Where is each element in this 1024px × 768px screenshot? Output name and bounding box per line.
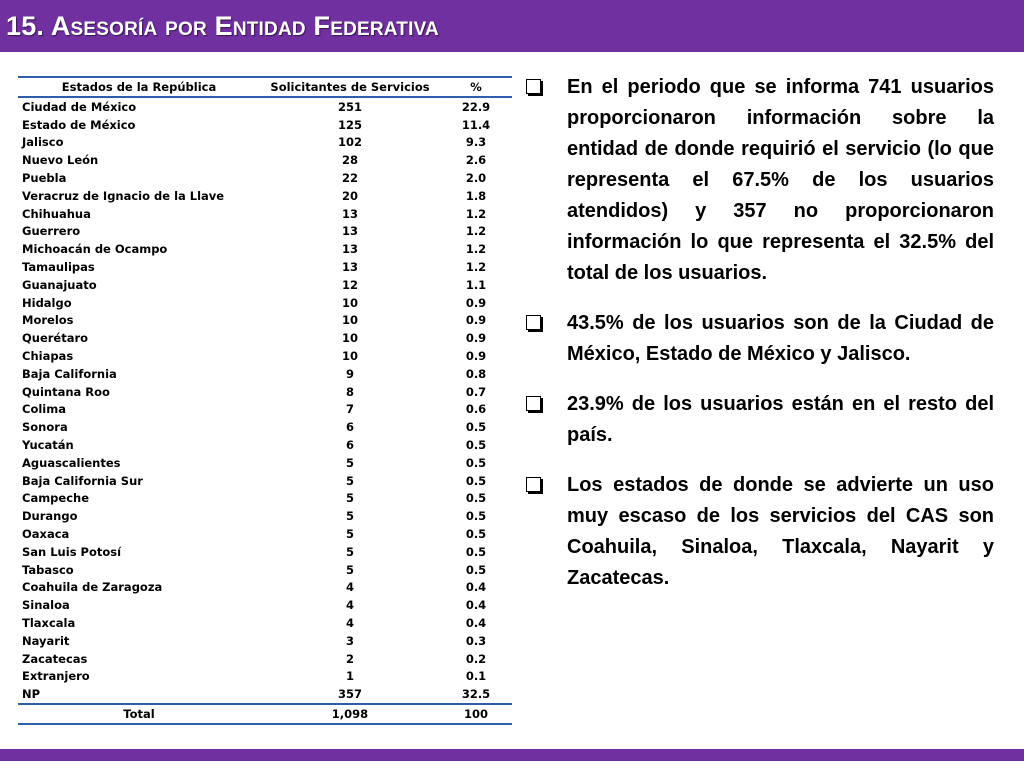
table-row xyxy=(18,543,512,561)
cell-count: 5 xyxy=(345,491,354,506)
cell-count: 5 xyxy=(345,473,354,488)
cell-pct: 9.3 xyxy=(465,135,487,150)
total-count: 1,098 xyxy=(260,704,440,724)
cell-state: Ciudad de México xyxy=(22,99,137,114)
header-percent: % xyxy=(440,77,512,97)
cell-pct: 0.5 xyxy=(465,527,487,542)
bullet-text: 43.5% de los usuarios son de la Ciudad de México, Estado de México y Jalisco. xyxy=(567,312,994,365)
cell-pct: 0.4 xyxy=(465,580,487,595)
table-row xyxy=(18,294,512,312)
cell-state: Chiapas xyxy=(22,349,74,364)
table-row xyxy=(18,97,512,116)
table-row xyxy=(18,579,512,597)
cell-state: Baja California Sur xyxy=(22,473,143,488)
table-body xyxy=(18,97,512,704)
cell-pct: 1.2 xyxy=(465,206,487,221)
cell-pct: 0.6 xyxy=(465,402,487,417)
cell-state: Coahuila de Zaragoza xyxy=(22,580,163,595)
cell-pct: 0.5 xyxy=(465,491,487,506)
table-row xyxy=(18,507,512,525)
cell-count: 20 xyxy=(341,188,358,203)
checkbox-bullet-icon xyxy=(526,79,541,94)
cell-pct: 0.5 xyxy=(465,438,487,453)
cell-count: 102 xyxy=(337,135,362,150)
table-row xyxy=(18,401,512,419)
cell-state: Tlaxcala xyxy=(22,616,76,630)
table-row xyxy=(18,258,512,276)
table-row xyxy=(18,614,512,632)
cell-state: Baja California xyxy=(22,366,117,381)
cell-pct: 0.9 xyxy=(465,295,487,310)
table-row xyxy=(18,223,512,241)
cell-pct: 0.5 xyxy=(465,455,487,470)
cell-state: Puebla xyxy=(22,171,67,186)
table-row xyxy=(18,312,512,330)
cell-state: Hidalgo xyxy=(22,295,72,310)
cell-state: Estado de México xyxy=(22,117,136,132)
cell-count: 13 xyxy=(341,206,358,221)
cell-state: Aguascalientes xyxy=(22,455,121,470)
table-row xyxy=(18,596,512,614)
table-row xyxy=(18,418,512,436)
cell-count: 5 xyxy=(345,455,354,470)
cell-pct: 22.9 xyxy=(461,99,491,114)
cell-pct: 0.5 xyxy=(465,509,487,524)
table-row xyxy=(18,490,512,508)
total-percent: 100 xyxy=(440,704,512,724)
table-row xyxy=(18,169,512,187)
cell-state: Extranjero xyxy=(22,669,90,684)
cell-pct: 0.5 xyxy=(465,420,487,435)
cell-count: 10 xyxy=(341,349,358,364)
header-states: Estados de la República xyxy=(18,77,260,97)
cell-count: 6 xyxy=(345,420,354,435)
cell-state: Guerrero xyxy=(22,224,81,239)
cell-count: 7 xyxy=(345,402,354,417)
cell-pct: 0.9 xyxy=(465,349,487,364)
bullet-item xyxy=(524,389,994,451)
checkbox-bullet-icon xyxy=(526,315,541,330)
cell-state: Sinaloa xyxy=(22,598,70,613)
bullet-item xyxy=(524,308,994,370)
cell-pct: 11.4 xyxy=(461,117,491,132)
cell-count: 3 xyxy=(345,633,354,648)
bullet-text: En el periodo que se informa 741 usuarios proporcionaron información sobre la entidad de donde requirió el servicio (lo que representa el 67.5% de los usuarios atendidos) y 357 no proporcionaron información lo que representa el 32.5% del total de los usuarios. xyxy=(567,76,994,284)
cell-count: 4 xyxy=(345,598,354,613)
cell-count: 28 xyxy=(341,153,358,168)
cell-pct: 32.5 xyxy=(461,687,491,702)
cell-pct: 0.4 xyxy=(465,616,487,630)
cell-count: 10 xyxy=(341,295,358,310)
cell-pct: 1.8 xyxy=(465,188,487,203)
table-row xyxy=(18,561,512,579)
cell-state: Durango xyxy=(22,509,78,524)
cell-count: 5 xyxy=(345,509,354,524)
cell-state: Zacatecas xyxy=(22,651,88,666)
cell-state: Morelos xyxy=(22,313,74,328)
cell-count: 125 xyxy=(337,117,362,132)
cell-count: 13 xyxy=(341,224,358,239)
cell-count: 1 xyxy=(345,669,354,684)
states-table xyxy=(18,76,512,725)
cell-state: Sonora xyxy=(22,420,68,435)
table-row xyxy=(18,632,512,650)
table-row xyxy=(18,116,512,134)
cell-count: 5 xyxy=(345,527,354,542)
cell-pct: 0.9 xyxy=(465,313,487,328)
total-label: Total xyxy=(18,704,260,724)
table-row xyxy=(18,668,512,686)
cell-state: Jalisco xyxy=(22,135,64,150)
cell-state: San Luis Potosí xyxy=(22,544,122,559)
cell-state: Yucatán xyxy=(22,438,74,453)
cell-pct: 0.2 xyxy=(465,651,487,666)
cell-count: 357 xyxy=(337,687,362,702)
cell-count: 2 xyxy=(345,651,354,666)
cell-state: Chihuahua xyxy=(22,206,91,221)
cell-pct: 0.5 xyxy=(465,562,487,577)
bullet-text: 23.9% de los usuarios están en el resto del país. xyxy=(567,393,994,446)
cell-count: 13 xyxy=(341,260,358,275)
bullet-item xyxy=(524,470,994,594)
table-row xyxy=(18,187,512,205)
table-row xyxy=(18,525,512,543)
table-row xyxy=(18,347,512,365)
table-row xyxy=(18,365,512,383)
cell-count: 4 xyxy=(345,616,354,630)
cell-pct: 0.5 xyxy=(465,544,487,559)
cell-pct: 0.3 xyxy=(465,633,487,648)
cell-state: Campeche xyxy=(22,491,90,506)
cell-state: NP xyxy=(22,687,41,702)
cell-state: Guanajuato xyxy=(22,277,97,292)
cell-pct: 1.1 xyxy=(465,277,487,292)
cell-pct: 0.1 xyxy=(465,669,487,684)
table-total-row xyxy=(18,704,512,724)
table-row xyxy=(18,240,512,258)
table-row xyxy=(18,151,512,169)
cell-state: Nayarit xyxy=(22,633,70,648)
table-row xyxy=(18,472,512,490)
checkbox-bullet-icon xyxy=(526,477,541,492)
table-row xyxy=(18,276,512,294)
cell-pct: 0.4 xyxy=(465,598,487,613)
table-row xyxy=(18,650,512,668)
checkbox-bullet-icon xyxy=(526,396,541,411)
cell-pct: 0.5 xyxy=(465,473,487,488)
cell-pct: 0.9 xyxy=(465,331,487,346)
cell-count: 8 xyxy=(345,384,354,399)
cell-state: Nuevo León xyxy=(22,153,99,168)
bullet-list xyxy=(524,72,994,613)
cell-count: 4 xyxy=(345,580,354,595)
cell-count: 251 xyxy=(337,99,362,114)
cell-state: Tamaulipas xyxy=(22,260,95,275)
bullet-item xyxy=(524,72,994,289)
cell-state: Oaxaca xyxy=(22,527,70,542)
table-row xyxy=(18,383,512,401)
table-row xyxy=(18,329,512,347)
header-bar xyxy=(0,0,1024,52)
cell-state: Tabasco xyxy=(22,562,74,577)
cell-pct: 0.7 xyxy=(465,384,487,399)
table-row xyxy=(18,134,512,152)
cell-count: 12 xyxy=(341,277,358,292)
cell-pct: 1.2 xyxy=(465,242,487,257)
table-row xyxy=(18,685,512,704)
cell-count: 5 xyxy=(345,562,354,577)
cell-count: 6 xyxy=(345,438,354,453)
cell-state: Colima xyxy=(22,402,66,417)
cell-state: Quintana Roo xyxy=(22,384,110,399)
cell-state: Veracruz de Ignacio de la Llave xyxy=(22,188,225,203)
cell-state: Michoacán de Ocampo xyxy=(22,242,168,257)
bullet-text: Los estados de donde se advierte un uso muy escaso de los servicios del CAS son Coahuila, Sinaloa, Tlaxcala, Nayarit y Zacatecas. xyxy=(567,474,994,589)
header-applicants: Solicitantes de Servicios xyxy=(260,77,440,97)
cell-count: 10 xyxy=(341,313,358,328)
cell-count: 13 xyxy=(341,242,358,257)
cell-pct: 1.2 xyxy=(465,260,487,275)
slide-title: 15. Asesoría por Entidad Federativa xyxy=(6,11,439,41)
cell-count: 22 xyxy=(341,171,358,186)
cell-count: 10 xyxy=(341,331,358,346)
cell-count: 5 xyxy=(345,544,354,559)
cell-pct: 2.6 xyxy=(465,153,487,168)
table-header-row xyxy=(18,77,512,97)
cell-pct: 1.2 xyxy=(465,224,487,239)
cell-count: 9 xyxy=(345,366,354,381)
table-row xyxy=(18,205,512,223)
table-row xyxy=(18,454,512,472)
cell-pct: 0.8 xyxy=(465,366,487,381)
footer-bar xyxy=(0,749,1024,761)
table-row xyxy=(18,436,512,454)
cell-pct: 2.0 xyxy=(465,171,487,186)
cell-state: Querétaro xyxy=(22,331,89,346)
